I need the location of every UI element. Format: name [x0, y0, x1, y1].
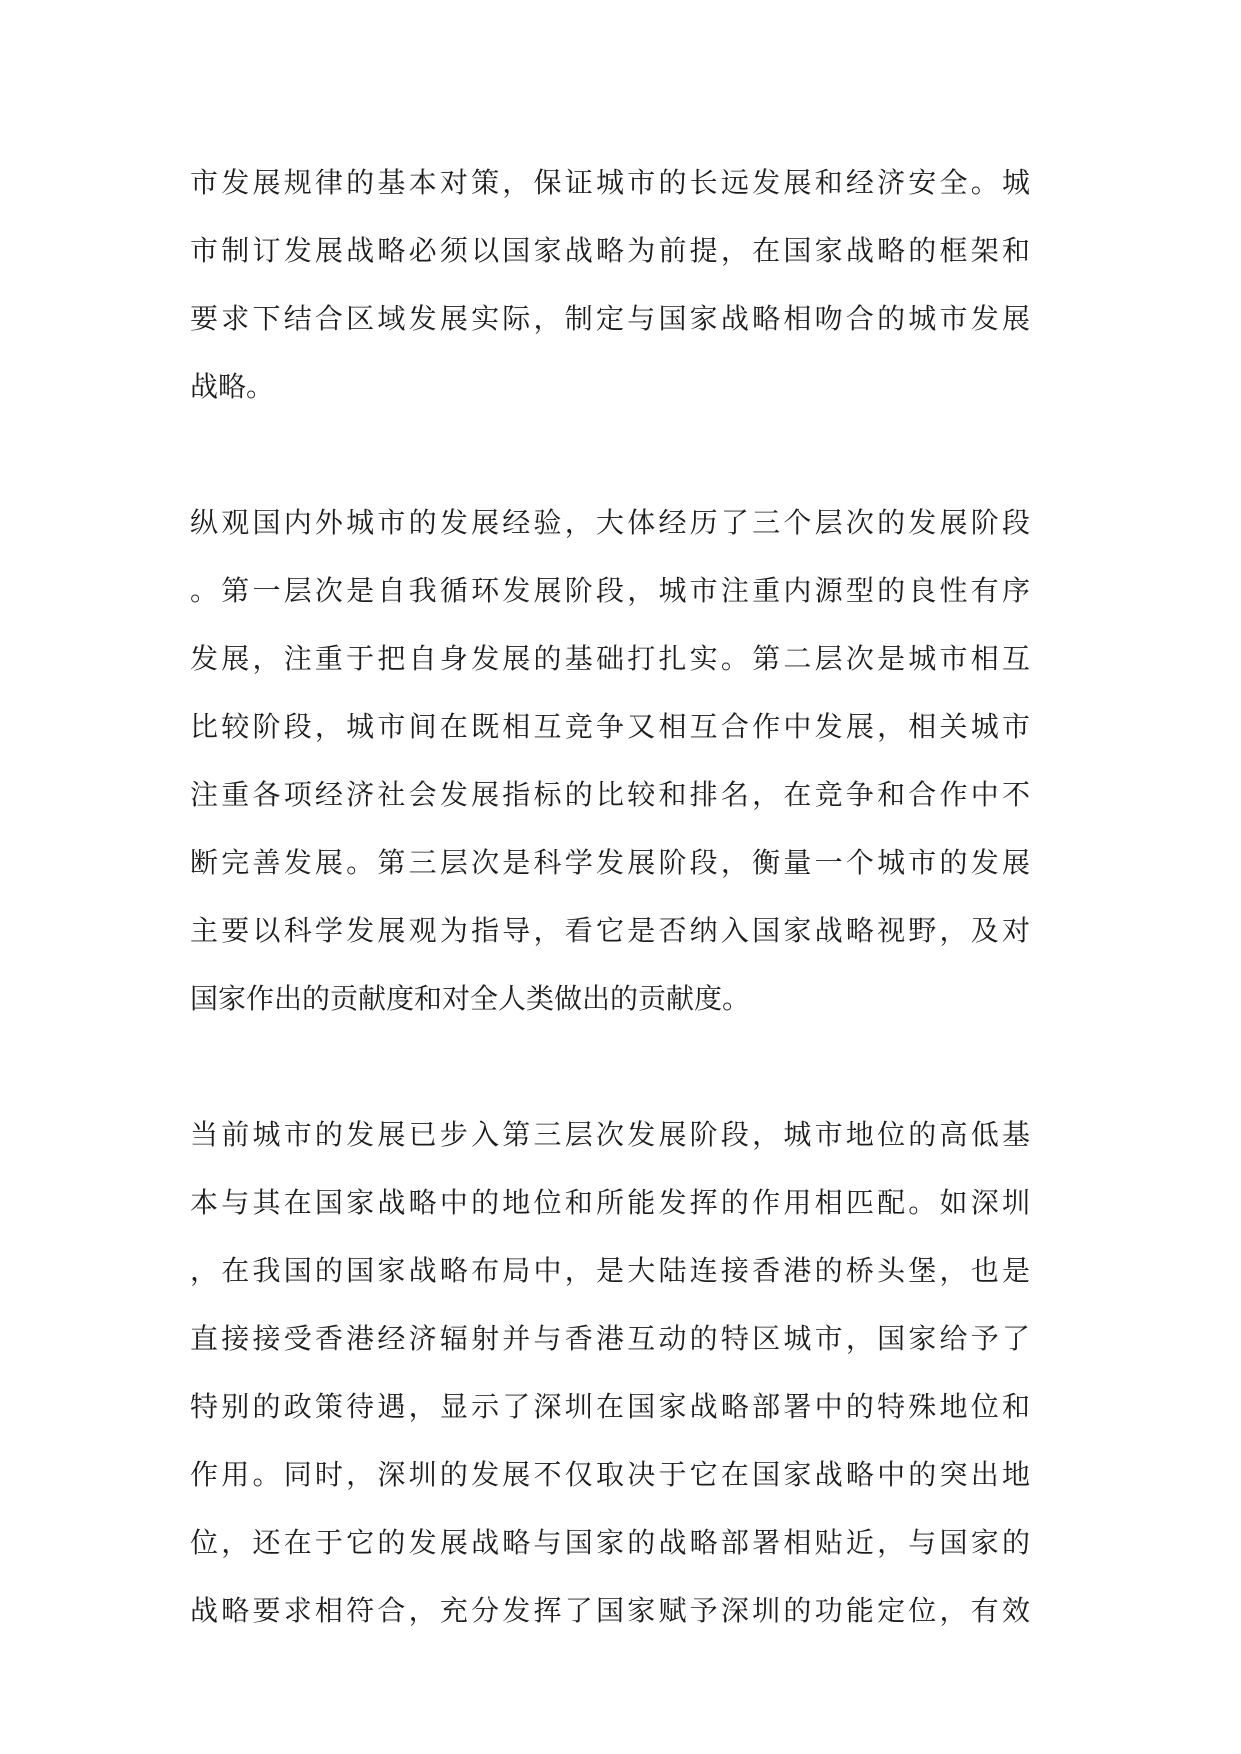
paragraph-2-line-5: 注重各项经济社会发展指标的比较和排名，在竞争和合作中不 [190, 778, 1030, 811]
paragraph-3-line-7: 位，还在于它的发展战略与国家的战略部署相贴近，与国家的 [190, 1526, 1030, 1559]
paragraph-3-line-2: 本与其在国家战略中的地位和所能发挥的作用相匹配。如深圳 [190, 1186, 1030, 1219]
paragraph-2-line-7: 主要以科学发展观为指导，看它是否纳入国家战略视野，及对 [190, 914, 1030, 947]
paragraph-1-line-3: 要求下结合区域发展实际，制定与国家战略相吻合的城市发展 [190, 302, 1030, 335]
paragraph-2-line-4: 比较阶段，城市间在既相互竞争又相互合作中发展，相关城市 [190, 710, 1030, 743]
paragraph-1-line-4: 战略。 [190, 370, 275, 403]
paragraph-3-line-5: 特别的政策待遇，显示了深圳在国家战略部署中的特殊地位和 [190, 1390, 1030, 1423]
paragraph-2-line-1: 纵观国内外城市的发展经验，大体经历了三个层次的发展阶段 [190, 506, 1030, 539]
paragraph-2-line-3: 发展，注重于把自身发展的基础打扎实。第二层次是城市相互 [190, 642, 1030, 675]
paragraph-3-line-3: ，在我国的国家战略布局中，是大陆连接香港的桥头堡，也是 [190, 1254, 1030, 1287]
paragraph-3-line-6: 作用。同时，深圳的发展不仅取决于它在国家战略中的突出地 [190, 1458, 1030, 1491]
paragraph-2-line-2: 。第一层次是自我循环发展阶段，城市注重内源型的良性有序 [190, 574, 1030, 607]
paragraph-3-line-1: 当前城市的发展已步入第三层次发展阶段，城市地位的高低基 [190, 1118, 1030, 1151]
paragraph-1-line-1: 市发展规律的基本对策，保证城市的长远发展和经济安全。城 [190, 166, 1030, 199]
paragraph-3-line-8: 战略要求相符合，充分发挥了国家赋予深圳的功能定位，有效 [190, 1594, 1030, 1627]
paragraph-1-line-2: 市制订发展战略必须以国家战略为前提，在国家战略的框架和 [190, 234, 1030, 267]
paragraph-2-line-8: 国家作出的贡献度和对全人类做出的贡献度。 [190, 982, 751, 1015]
paragraph-3-line-4: 直接接受香港经济辐射并与香港互动的特区城市，国家给予了 [190, 1322, 1030, 1355]
paragraph-2-line-6: 断完善发展。第三层次是科学发展阶段，衡量一个城市的发展 [190, 846, 1030, 879]
